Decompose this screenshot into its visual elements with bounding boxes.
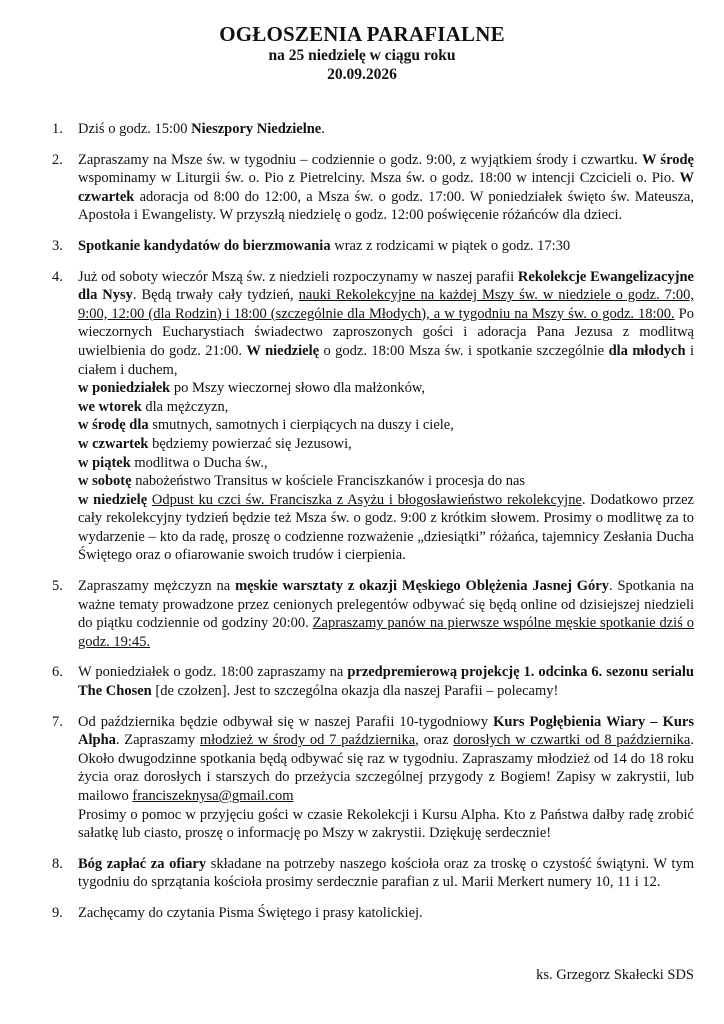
announcement-item — [0, 268, 724, 566]
item-paragraph — [78, 713, 694, 806]
text-segment: Od października będzie odbywał się w naszej Parafii 10-tygodniowy — [78, 713, 494, 730]
bold-text: dla młodych — [608, 342, 686, 359]
item-number: 1. — [52, 121, 63, 137]
bold-text: Bóg zapłać za ofiary — [78, 855, 207, 872]
item-paragraph — [78, 398, 694, 417]
bold-text: W środę — [641, 151, 694, 168]
item-number: 4. — [52, 268, 63, 285]
email-link[interactable]: franciszeknysa@gmail.com — [132, 788, 294, 804]
text-segment: . — [321, 121, 325, 137]
item-paragraph — [78, 806, 694, 843]
item-paragraph — [78, 416, 694, 435]
underlined-text: Zapraszamy panów na pierwsze wspólne męskie spotkanie dziś o godz. 19:45. — [78, 615, 694, 650]
text-segment: Zachęcamy do czytania Pisma Świętego i prasy katolickiej. — [78, 904, 423, 921]
bold-text: W niedzielę — [246, 342, 320, 359]
text-segment: i ciałem i duchem, — [78, 342, 695, 378]
text-segment: nabożeństwo Transitus w kościele Franciszkanów i procesja do nas — [131, 473, 526, 490]
underlined-text: dorosłych w czwartki od 8 października — [453, 732, 691, 749]
header — [0, 22, 724, 84]
bold-text: w niedzielę — [78, 491, 148, 508]
item-paragraph — [78, 454, 694, 473]
bold-text: Nieszpory Niedzielne — [191, 121, 322, 137]
text-segment: o godz. 18:00 Msza św. i spotkanie szczególnie — [319, 342, 609, 359]
bold-text: Rekolekcje Ewangelizacyjne dla Nysy — [78, 268, 694, 304]
item-paragraph — [78, 663, 694, 700]
bold-text: Kurs Pogłębienia Wiary – Kurs Alpha — [78, 713, 695, 749]
item-number: 8. — [52, 855, 63, 872]
underlined-text: młodzież w środy od 7 października — [199, 732, 416, 749]
item-paragraph — [78, 904, 694, 923]
bold-text: Spotkanie kandydatów do bierzmowania — [78, 237, 331, 254]
item-paragraph — [78, 577, 694, 651]
item-paragraph — [78, 491, 694, 565]
text-segment: składane na potrzeby naszego kościoła oraz za troskę o czystość świątyni. W tym tygodniu do sprzątania kościoła prosimy serdecznie parafian z ul. Marii Merkert numery 10, 11 i 12. — [78, 855, 694, 891]
announcement-item — [0, 855, 724, 892]
announcement-item — [0, 237, 724, 256]
text-segment: W poniedziałek o godz. 18:00 zapraszamy na — [78, 664, 348, 681]
bold-text: W czwartek — [78, 170, 694, 205]
bold-text: we wtorek — [78, 398, 142, 415]
text-segment: po Mszy wieczornej słowo dla małżonków, — [170, 380, 426, 397]
text-segment: , oraz — [415, 732, 454, 749]
underlined-text: nauki Rekolekcyjne na każdej Mszy św. w niedziele o godz. 7:00, 9:00, 12:00 (dla Rodzin) i 18:00 (szczególnie dla Młodych), a w tygodniu na Mszy św. o godz. 18:00. — [78, 287, 694, 322]
announcement-item — [0, 713, 724, 843]
text-segment: adoracja od 8:00 do 12:00, a Msza św. o godz. 17:00. W poniedziałek święto św. Mateusza, Apostoła i Ewangelisty. W przyszłą niedzielę o godz. 12:00 poświęcenie różańców dla dzieci. — [78, 188, 694, 224]
text-segment: . Około dwugodzinne spotkania będą odbywać się raz w tygodniu. Zapraszamy młodzież od 14 do 18 roku życia oraz dorosłych i starszych do przeżycia szczególnej przygody z Bogiem! Zapisy w zakrystii, lub mailowo — [78, 732, 694, 804]
text-segment: będziemy powierzać się Jezusowi, — [148, 435, 352, 452]
announcement-item — [0, 663, 724, 700]
text-segment: Po wieczornych Eucharystiach świadectwo zaproszonych gości i adoracja Pana Jezusa z modlitwą uwielbienia do godz. 21:00. — [78, 305, 694, 359]
bold-text: męskie warsztaty z okazji Męskiego Oblężenia Jasnej Góry — [235, 578, 609, 595]
item-paragraph — [78, 268, 694, 380]
bold-text: w poniedziałek — [78, 380, 171, 397]
item-number: 9. — [52, 904, 63, 921]
text-segment: . Zapraszamy — [115, 732, 200, 749]
item-paragraph — [78, 472, 694, 491]
page-date: 20.09.2026 — [327, 66, 397, 83]
bold-text: w sobotę — [78, 473, 132, 490]
text-segment: . Będą trwały cały tydzień, — [132, 287, 299, 304]
bold-text: w środę dla — [78, 417, 149, 434]
page-title: OGŁOSZENIA PARAFIALNE — [219, 22, 505, 46]
bold-text: w czwartek — [78, 435, 149, 452]
text-segment: Zapraszamy mężczyzn na — [78, 578, 236, 595]
bold-text: przedpremierową projekcję 1. odcinka 6. sezonu serialu The Chosen — [78, 664, 694, 700]
item-paragraph — [78, 435, 694, 454]
item-number: 3. — [52, 237, 63, 254]
item-paragraph — [78, 855, 694, 892]
text-segment: . Spotkania na ważne tematy prowadzone przez cenionych prelegentów odbywać się będą online od dzisiejszej niedzieli do piątku codziennie od godziny 20:00. — [78, 578, 694, 632]
item-number: 5. — [52, 578, 63, 595]
text-segment: smutnych, samotnych i cierpiących na duszy i ciele, — [148, 417, 454, 434]
item-paragraph — [78, 379, 694, 398]
announcement-item — [0, 577, 724, 651]
page-subtitle: na 25 niedzielę w ciągu roku — [268, 47, 456, 64]
bold-text: w piątek — [78, 454, 131, 471]
item-paragraph — [78, 120, 694, 139]
text-segment: . Dodatkowo przez cały rekolekcyjny tydzień będzie też Msza św. o godz. 9:00 z krótkim słowem. Prosimy o modlitwę za to wydarzenie – kto da radę, proszę o codzienne rozważenie „dziesiątki” różańca, tajemnicy Zesłania Ducha Świętego oraz o ofiarowanie swoich trudów i cierpienia. — [78, 491, 694, 564]
item-number: 6. — [52, 664, 63, 681]
text-segment: wspominamy w Liturgii św. o. Pio z Pietrelciny. Msza św. o godz. 18:00 w intencji Czcicieli o. Pio. — [78, 170, 680, 187]
item-paragraph — [78, 151, 694, 225]
text-segment: [de czołzen]. Jest to szczególna okazja dla naszej Parafii – polecamy! — [151, 683, 559, 700]
text-segment: Zapraszamy na Msze św. w tygodniu – codziennie o godz. 9:00, z wyjątkiem środy i czwartku. — [78, 151, 642, 168]
text-segment: wraz z rodzicami w piątek o godz. 17:30 — [330, 237, 571, 254]
signature: ks. Grzegorz Skałecki SDS — [536, 967, 694, 983]
text-segment: Dziś o godz. 15:00 — [78, 121, 192, 137]
text-segment: Już od soboty wieczór Mszą św. z niedzieli rozpoczynamy w naszej parafii — [78, 268, 518, 285]
announcement-list — [0, 120, 724, 923]
announcement-item — [0, 120, 724, 139]
underlined-text: Odpust ku czci św. Franciszka z Asyżu i błogosławieństwo rekolekcyjne — [151, 491, 582, 508]
item-number: 2. — [52, 151, 63, 168]
item-number: 7. — [52, 713, 63, 730]
text-segment: dla mężczyzn, — [141, 398, 229, 415]
item-paragraph — [78, 237, 694, 256]
announcement-item — [0, 151, 724, 225]
text-segment: modlitwa o Ducha św., — [130, 454, 268, 471]
text-segment: Prosimy o pomoc w przyjęciu gości w czasie Rekolekcji i Kursu Alpha. Kto z Państwa dałby radę zrobić sałatkę lub ciasto, proszę o informację po Mszy w zakrystii. Dziękuję serdecznie! — [78, 806, 694, 842]
announcement-item — [0, 904, 724, 923]
